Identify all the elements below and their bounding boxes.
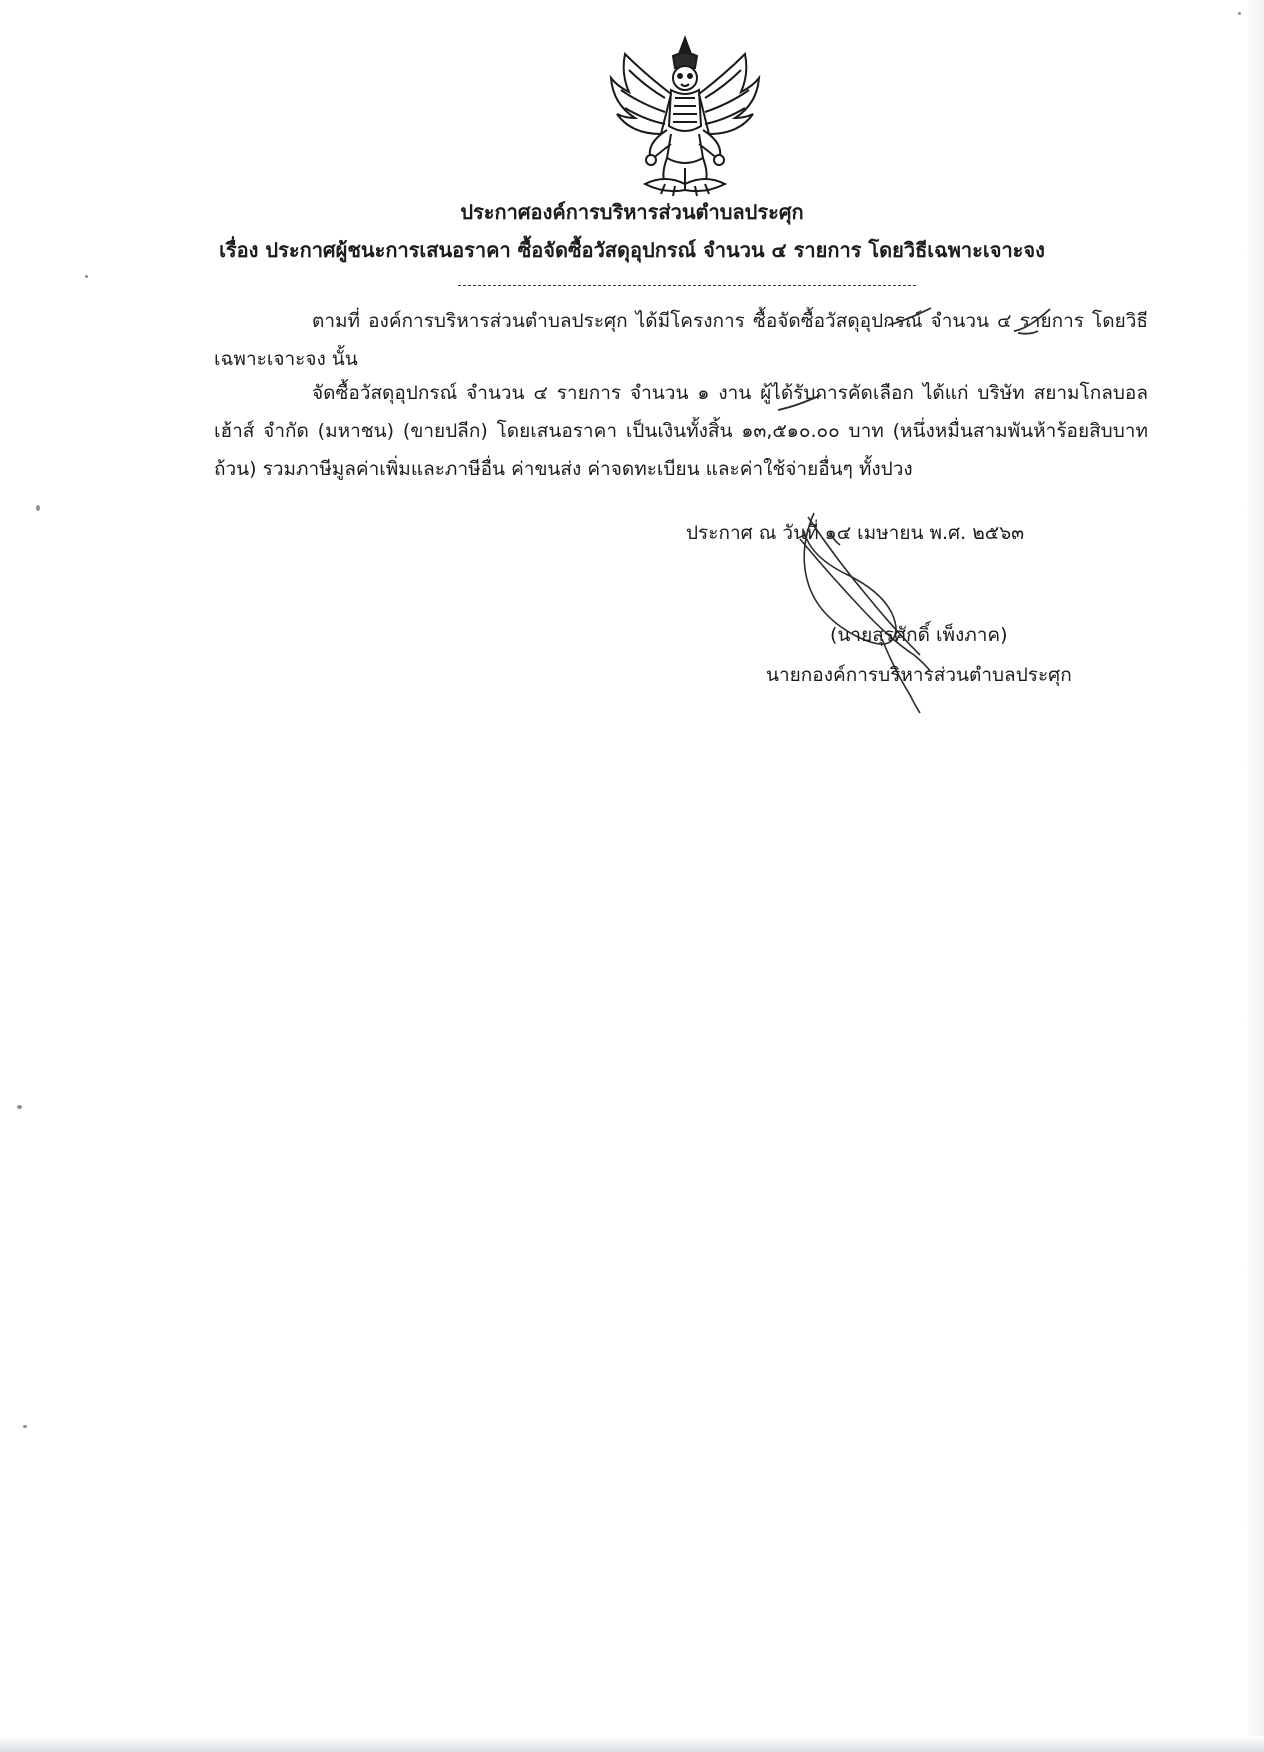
- paragraph-text: ตามที่ องค์การบริหารส่วนตำบลประศุก ได้มีโครงการ ซื้อจัดซื้อวัสดุอุปกรณ์ จำนวน ๔ รายการ โดยวิธีเฉพาะเจาะจง นั้น: [214, 310, 1148, 370]
- scan-speck: [85, 275, 88, 278]
- announcement-title: ประกาศองค์การบริหารส่วนตำบลประศุก: [460, 200, 804, 224]
- body-paragraph: [214, 374, 1148, 488]
- garuda-emblem-icon: [605, 34, 765, 204]
- announcement-subject: เรื่อง ประกาศผู้ชนะการเสนอราคา ซื้อจัดซื้อวัสดุอุปกรณ์ จำนวน ๔ รายการ โดยวิธีเฉพาะเจาะจง: [219, 238, 1045, 262]
- pen-check-mark-icon: [885, 305, 935, 329]
- paragraph-text: จัดซื้อวัสดุอุปกรณ์ จำนวน ๔ รายการ จำนวน ๑ งาน ผู้ได้รับการคัดเลือก ได้แก่ บริษัท สยามโกลบอล เฮ้าส์ จำกัด (มหาชน) (ขายปลีก) โดยเสนอราคา เป็นเงินทั้งสิ้น ๑๓,๕๑๐.๐๐ บาท (หนึ่งหมื่นสามพันห้าร้อยสิบบาทถ้วน) รวมภาษีมูลค่าเพิ่มและภาษีอื่น ค่าขนส่ง ค่าจดทะเบียน และค่าใช้จ่ายอื่นๆ ทั้งปวง: [214, 382, 1148, 480]
- scan-speck: [23, 1425, 27, 1428]
- scan-edge-bottom: [0, 1736, 1264, 1752]
- dashed-divider: [458, 285, 916, 286]
- announcement-date: ประกาศ ณ วันที่ ๑๔ เมษายน พ.ศ. ๒๕๖๓: [686, 522, 1025, 544]
- scan-speck: [1238, 12, 1241, 15]
- pen-check-mark-icon: [775, 392, 825, 414]
- signatory-position: นายกองค์การบริหารส่วนตำบลประศุก: [766, 664, 1072, 686]
- body-paragraph: [214, 302, 1148, 378]
- signatory-name: (นายสุรศักดิ์ เพ็งภาค): [830, 624, 1008, 646]
- pen-check-mark-icon: [1010, 305, 1054, 335]
- scan-speck: [36, 505, 40, 511]
- scan-speck: [17, 1105, 22, 1109]
